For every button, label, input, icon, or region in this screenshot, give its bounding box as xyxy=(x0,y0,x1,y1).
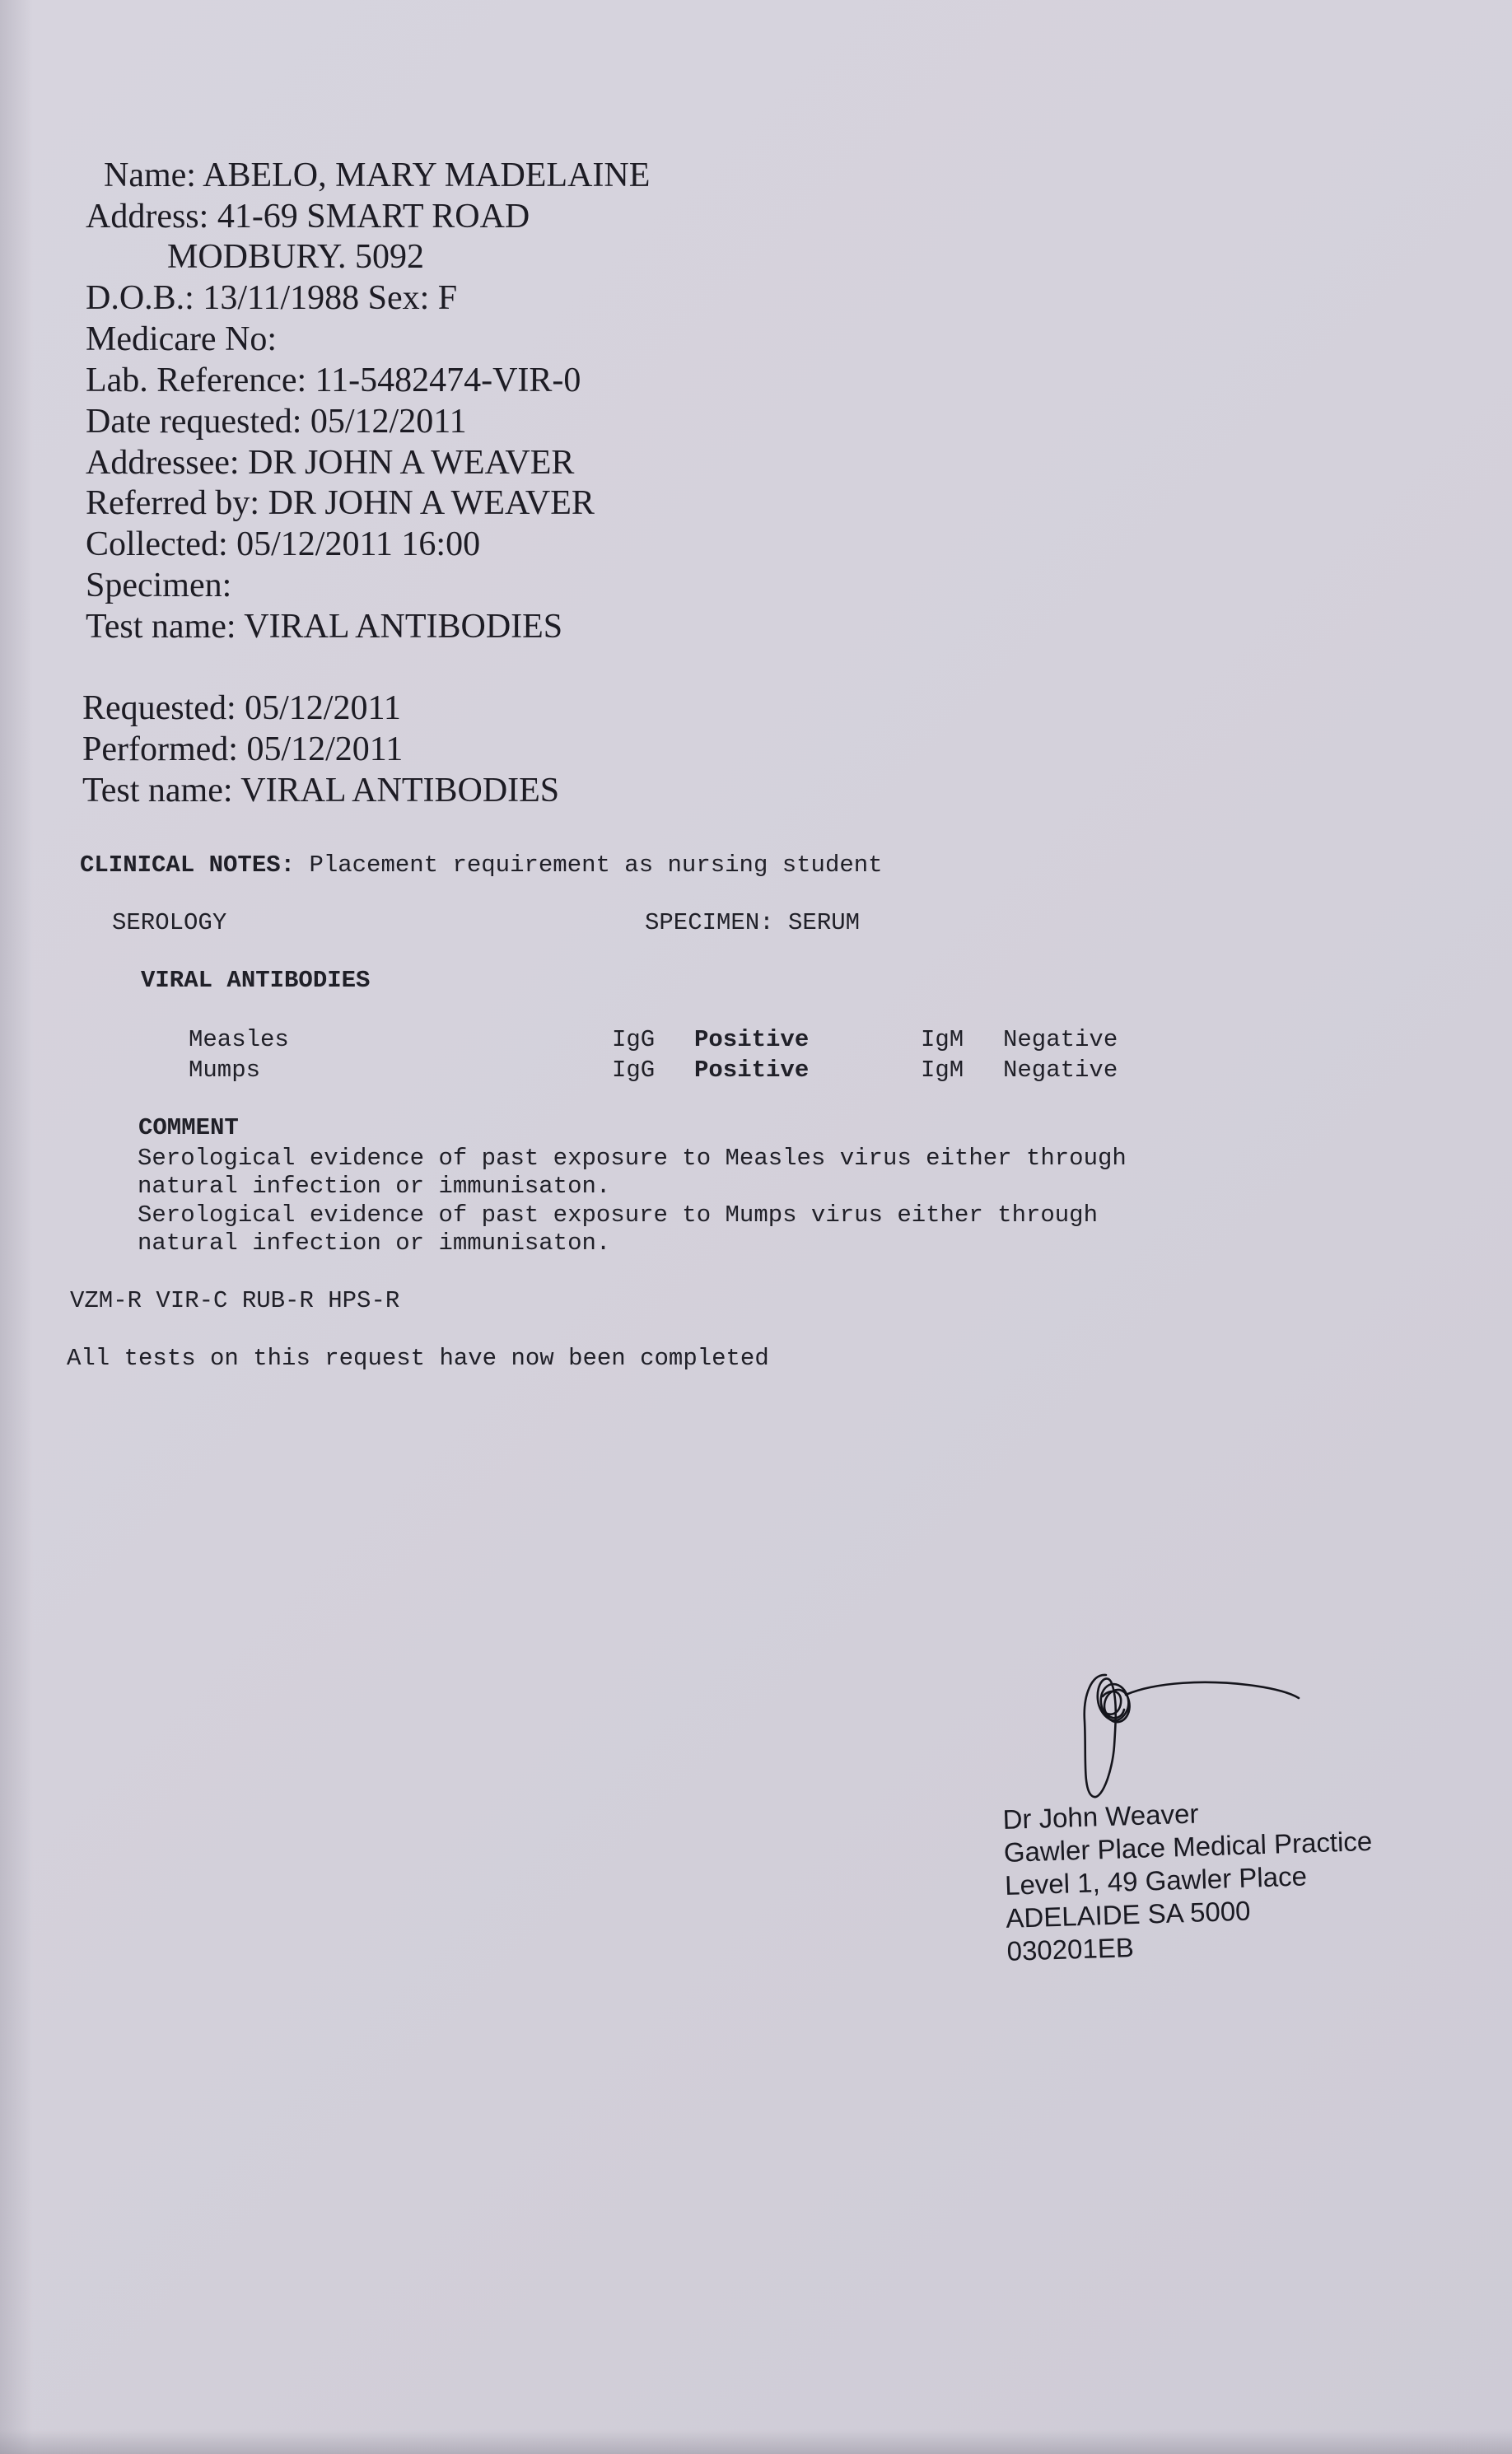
addressee: Addressee: DR JOHN A WEAVER xyxy=(86,444,575,482)
medicare-number: Medicare No: xyxy=(86,320,278,358)
doctor-signature xyxy=(1058,1663,1305,1812)
request-test-name: Test name: VIRAL ANTIBODIES xyxy=(82,772,560,809)
result-test: Mumps xyxy=(189,1057,261,1084)
comment-line: Serological evidence of past exposure to Mumps virus either through xyxy=(138,1201,1098,1229)
stamp-practice-name: Gawler Place Medical Practice xyxy=(1003,1825,1373,1868)
comment-line: natural infection or immunisaton. xyxy=(138,1173,611,1200)
stamp-doctor-name: Dr John Weaver xyxy=(1002,1798,1199,1835)
requested-date: Requested: 05/12/2011 xyxy=(82,689,401,727)
clinical-notes xyxy=(80,851,883,879)
stamp-provider-number: 030201EB xyxy=(1006,1932,1135,1966)
patient-name: Name: ABELO, MARY MADELAINE xyxy=(104,156,651,194)
lab-reference: Lab. Reference: 11-5482474-VIR-0 xyxy=(86,362,581,399)
test-codes: VZM-R VIR-C RUB-R HPS-R xyxy=(70,1287,400,1314)
specimen: Specimen: xyxy=(86,567,232,604)
performed-date: Performed: 05/12/2011 xyxy=(82,730,404,768)
viral-antibodies-heading: VIRAL ANTIBODIES xyxy=(141,967,371,994)
referred-by: Referred by: DR JOHN A WEAVER xyxy=(86,484,595,522)
comment-line: natural infection or immunisaton. xyxy=(138,1229,611,1257)
result-igg-label: IgG xyxy=(612,1026,656,1053)
section-serology: SEROLOGY xyxy=(112,909,227,936)
result-igm-value: Negative xyxy=(1003,1057,1118,1084)
patient-address-line1: Address: 41-69 SMART ROAD xyxy=(86,198,530,236)
doctor-stamp xyxy=(1002,1792,1376,1968)
result-igm-label: IgM xyxy=(921,1026,964,1053)
result-igg-value: Positive xyxy=(694,1026,810,1053)
page-edge-shadow xyxy=(0,0,33,2454)
page-bottom-shadow xyxy=(0,2429,1512,2454)
result-igg-label: IgG xyxy=(612,1057,656,1084)
specimen-serum: SPECIMEN: SERUM xyxy=(645,909,861,936)
patient-address-line2: MODBURY. 5092 xyxy=(167,238,424,276)
date-requested: Date requested: 05/12/2011 xyxy=(86,403,467,441)
completion-note: All tests on this request have now been completed xyxy=(67,1345,769,1372)
comment-heading: COMMENT xyxy=(138,1114,239,1141)
collected: Collected: 05/12/2011 16:00 xyxy=(86,525,481,563)
comment-line: Serological evidence of past exposure to Measles virus either through xyxy=(138,1145,1127,1172)
result-igg-value: Positive xyxy=(694,1057,810,1084)
stamp-address-line1: Level 1, 49 Gawler Place xyxy=(1004,1860,1308,1901)
result-igm-value: Negative xyxy=(1003,1026,1118,1053)
result-test: Measles xyxy=(189,1026,289,1053)
clinical-notes-text: Placement requirement as nursing student xyxy=(295,851,883,879)
test-name: Test name: VIRAL ANTIBODIES xyxy=(86,608,563,646)
result-igm-label: IgM xyxy=(921,1057,964,1084)
patient-dob-sex: D.O.B.: 13/11/1988 Sex: F xyxy=(86,279,458,317)
stamp-address-line2: ADELAIDE SA 5000 xyxy=(1005,1895,1252,1934)
clinical-notes-label: CLINICAL NOTES: xyxy=(80,851,296,879)
